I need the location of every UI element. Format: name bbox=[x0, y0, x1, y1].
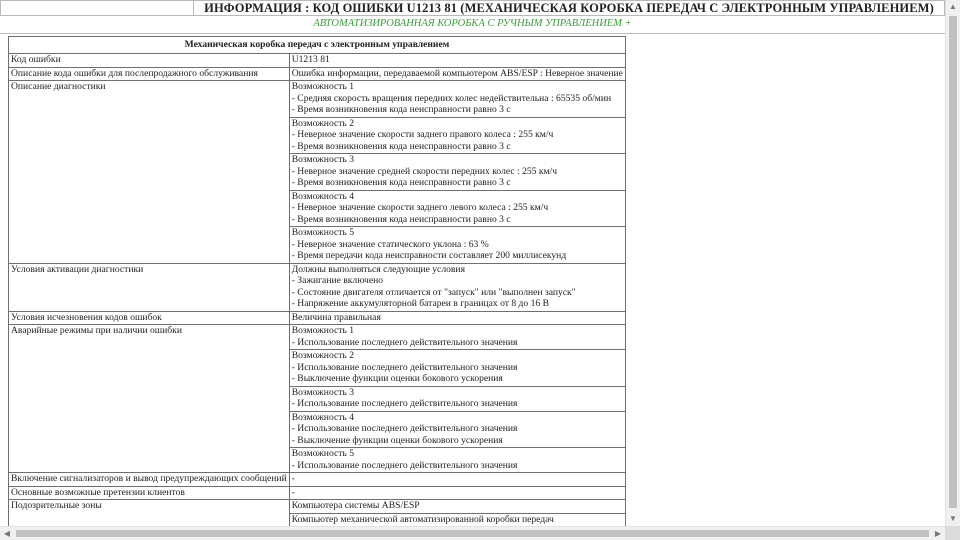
emergency-cell bbox=[289, 411, 625, 448]
cell-line: - Использование последнего действительного значения bbox=[291, 398, 518, 409]
cell-line: - Неверное значение средней скорости передних колес : 255 км/ч bbox=[291, 165, 558, 177]
row-label: Аварийные режимы при наличии ошибки bbox=[9, 325, 290, 473]
diag-cell bbox=[289, 117, 625, 154]
row-label: Код ошибки bbox=[9, 54, 290, 68]
diag-cell bbox=[289, 227, 625, 264]
cell-title: Возможность 4 bbox=[291, 190, 355, 202]
cell-line: - Выключение функции оценки бокового ускорения bbox=[291, 434, 503, 446]
cell-line: - Время возникновения кода неисправности равно 3 с bbox=[291, 104, 511, 115]
table-row bbox=[9, 500, 626, 514]
activation-cell bbox=[289, 263, 625, 311]
content-area bbox=[0, 34, 945, 526]
table-row bbox=[9, 67, 626, 81]
cell-line: - Использование последнего действительного значения bbox=[291, 423, 518, 434]
cell-title: Возможность 5 bbox=[291, 227, 355, 238]
table-row bbox=[9, 473, 626, 487]
table-row bbox=[9, 81, 626, 118]
cell-line: - Неверное значение статического уклона : 63 % bbox=[291, 238, 489, 250]
cell-line: - Время передачи кода неисправности составляет 200 миллисекунд bbox=[291, 250, 567, 261]
cell-title: Возможность 3 bbox=[291, 154, 355, 165]
row-value: U1213 81 bbox=[289, 54, 625, 68]
emergency-cell bbox=[289, 325, 625, 350]
cell-title: Возможность 3 bbox=[291, 386, 355, 398]
cell-line: - Использование последнего действительного значения bbox=[291, 361, 518, 373]
cell-title: Возможность 2 bbox=[291, 350, 355, 361]
row-label: Включение сигнализаторов и вывод предупреждающих сообщений bbox=[9, 473, 290, 487]
cell-title: Возможность 4 bbox=[291, 411, 355, 423]
cell-title: Возможность 2 bbox=[291, 117, 355, 129]
diag-cell bbox=[289, 81, 625, 118]
row-label: Подозрительные зоны bbox=[9, 500, 290, 527]
row-label: Условия активации диагностики bbox=[9, 263, 290, 311]
fault-code-table bbox=[8, 36, 626, 526]
emergency-cell bbox=[289, 386, 625, 411]
table-heading: Механическая коробка передач с электронным управлением bbox=[9, 37, 626, 54]
scroll-thumb[interactable] bbox=[949, 16, 957, 508]
page-title: ИНФОРМАЦИЯ : КОД ОШИБКИ U1213 81 (МЕХАНИЧЕСКАЯ КОРОБКА ПЕРЕДАЧ С ЭЛЕКТРОННЫМ УПРАВЛЕНИЕМ) bbox=[204, 1, 934, 15]
cell-line: - Использование последнего действительного значения bbox=[291, 336, 518, 348]
cell-line: - Состояние двигателя отличается от "запуск" или "выполнен запуск" bbox=[291, 286, 576, 298]
sub-header bbox=[0, 16, 945, 34]
emergency-cell bbox=[289, 350, 625, 387]
vertical-scrollbar[interactable] bbox=[945, 0, 960, 526]
scroll-up-icon[interactable]: ▲ bbox=[949, 2, 957, 11]
scrollbar-corner bbox=[945, 526, 960, 540]
table-row bbox=[9, 311, 626, 325]
cell-title: Возможность 1 bbox=[291, 325, 355, 336]
row-value: Компьютер механической автоматизированной коробки передач bbox=[289, 513, 625, 526]
cell-line: Должны выполняться следующие условия bbox=[291, 263, 465, 275]
cell-title: Возможность 5 bbox=[291, 448, 355, 459]
row-value: Величина правильная bbox=[289, 311, 625, 325]
table-row bbox=[9, 54, 626, 68]
cell-line: - Время возникновения кода неисправности равно 3 с bbox=[291, 213, 511, 225]
row-value: - bbox=[289, 473, 625, 487]
header-left-cell bbox=[1, 1, 194, 15]
row-label: Описание кода ошибки для послепродажного обслуживания bbox=[9, 67, 290, 81]
row-label: Описание диагностики bbox=[9, 81, 290, 264]
scroll-down-icon[interactable]: ▼ bbox=[949, 514, 957, 523]
cell-line: - Неверное значение скорости заднего правого колеса : 255 км/ч bbox=[291, 129, 554, 140]
table-row bbox=[9, 263, 626, 311]
cell-line: - Неверное значение скорости заднего левого колеса : 255 км/ч bbox=[291, 202, 549, 213]
row-label: Основные возможные претензии клиентов bbox=[9, 486, 290, 500]
scroll-thumb[interactable] bbox=[16, 530, 929, 537]
row-value: Ошибка информации, передаваемой компьютером ABS/ESP : Неверное значение bbox=[289, 67, 625, 81]
table-row bbox=[9, 325, 626, 350]
scroll-left-icon[interactable]: ◀ bbox=[3, 529, 11, 538]
cell-line: - Зажигание включено bbox=[291, 275, 384, 286]
cell-title: Возможность 1 bbox=[291, 81, 355, 92]
cell-line: - Выключение функции оценки бокового ускорения bbox=[291, 373, 503, 384]
table-row bbox=[9, 486, 626, 500]
cell-line: - Напряжение аккумуляторной батареи в границах от 8 до 16 В bbox=[291, 298, 550, 309]
horizontal-scrollbar[interactable] bbox=[0, 526, 945, 540]
gearbox-type-link[interactable]: АВТОМАТИЗИРОВАННАЯ КОРОБКА С РУЧНЫМ УПРАВЛЕНИЕМ + bbox=[313, 18, 632, 29]
header-bar bbox=[0, 0, 945, 16]
diag-cell bbox=[289, 190, 625, 227]
cell-line: - Средняя скорость вращения передних колес недействительна : 65535 об/мин bbox=[291, 92, 612, 104]
diag-cell bbox=[289, 154, 625, 191]
row-value: - bbox=[289, 486, 625, 500]
cell-line: - Время возникновения кода неисправности равно 3 с bbox=[291, 177, 511, 188]
cell-line: - Время возникновения кода неисправности равно 3 с bbox=[291, 140, 511, 152]
cell-line: - Использование последнего действительного значения bbox=[291, 459, 518, 471]
row-label: Условия исчезновения кодов ошибок bbox=[9, 311, 290, 325]
row-value: Компьютера системы ABS/ESP bbox=[289, 500, 625, 514]
emergency-cell bbox=[289, 448, 625, 473]
scroll-right-icon[interactable]: ▶ bbox=[934, 529, 942, 538]
